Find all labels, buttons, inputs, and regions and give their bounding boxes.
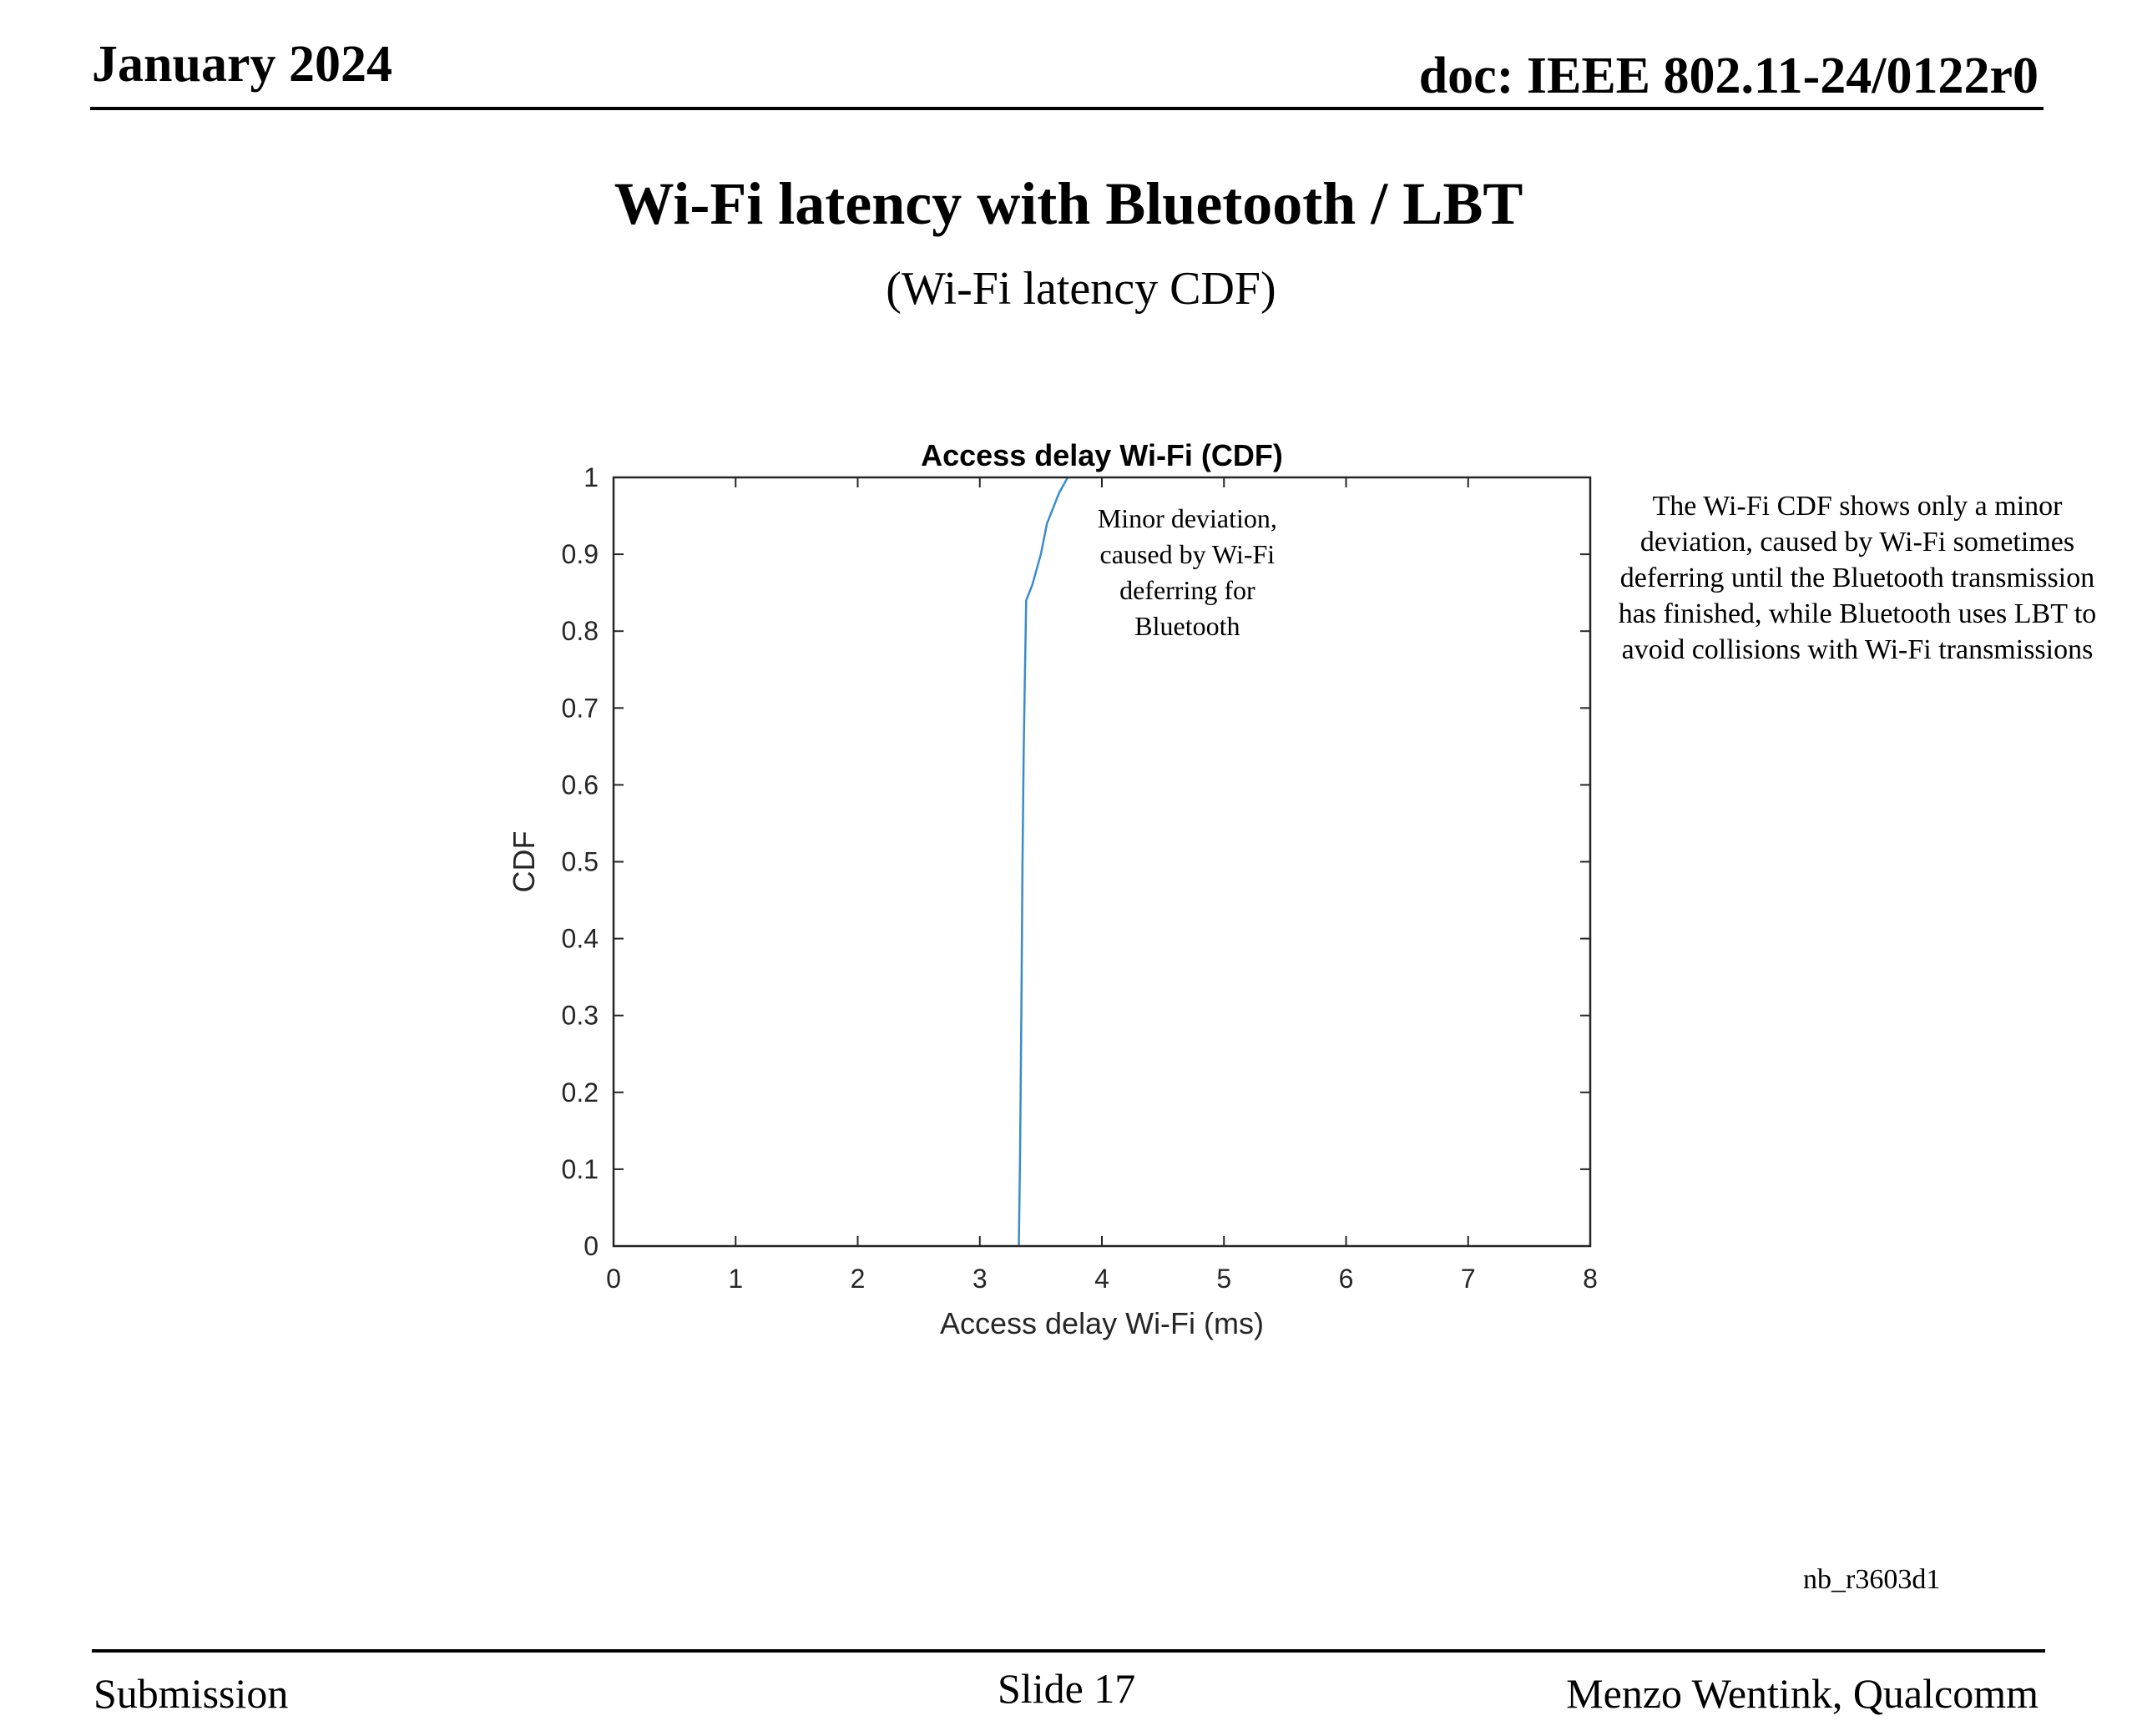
y-tick-label: 0.4 — [561, 923, 599, 954]
footer-submission: Submission — [93, 1670, 289, 1717]
chart-annotation — [1098, 503, 1277, 641]
y-tick-label: 0.2 — [561, 1077, 599, 1108]
y-axis-label: CDF — [507, 830, 541, 893]
y-tick-label: 0.3 — [561, 1000, 599, 1031]
x-tick-label: 3 — [972, 1264, 988, 1294]
x-axis-label: Access delay Wi-Fi (ms) — [939, 1306, 1265, 1340]
y-tick-label: 0.9 — [561, 539, 599, 570]
annotation-line: Minor deviation, — [1097, 502, 1277, 533]
y-tick-label: 0.8 — [561, 616, 599, 647]
header-doc-id: doc: IEEE 802.11-24/0122r0 — [1418, 48, 2038, 104]
x-tick-label: 5 — [1216, 1264, 1232, 1294]
annotation-line: deferring for — [1119, 574, 1255, 605]
slide-subtitle: (Wi-Fi latency CDF) — [886, 263, 1276, 315]
series-line-wifi — [1019, 477, 1068, 1246]
code-label: nb_r3603d1 — [1803, 1564, 1941, 1595]
y-tick-label: 0.6 — [561, 770, 599, 800]
footer-rule — [92, 1649, 2045, 1653]
chart-title: Access delay Wi-Fi (CDF) — [921, 438, 1283, 472]
slide-title: Wi-Fi latency with Bluetooth / LBT — [614, 170, 1523, 237]
x-tick-label: 2 — [850, 1264, 866, 1294]
chart-ticks — [562, 462, 1598, 1294]
annotation-line: caused by Wi-Fi — [1099, 538, 1276, 569]
annotation-line: Bluetooth — [1134, 610, 1240, 641]
x-tick-label: 4 — [1094, 1264, 1109, 1294]
y-tick-label: 0 — [584, 1231, 599, 1261]
x-tick-label: 0 — [606, 1264, 621, 1294]
plot-frame — [614, 477, 1590, 1246]
footer-slide-number: Slide 17 — [998, 1665, 1136, 1712]
x-tick-label: 1 — [728, 1264, 744, 1294]
side-note: The Wi-Fi CDF shows only a minor deviation, caused by Wi-Fi sometimes deferring until the Bluetooth transmission has finished, while Bluetooth uses LBT to avoid collisions with Wi-Fi transmissions — [1618, 491, 2097, 665]
y-tick-label: 0.7 — [561, 693, 599, 724]
x-tick-label: 7 — [1460, 1264, 1476, 1294]
x-tick-label: 8 — [1583, 1264, 1598, 1294]
x-tick-label: 6 — [1338, 1264, 1354, 1294]
y-tick-label: 1 — [584, 462, 599, 492]
y-tick-label: 0.1 — [561, 1153, 599, 1184]
footer-author: Menzo Wentink, Qualcomm — [1566, 1670, 2038, 1717]
y-tick-label: 0.5 — [561, 846, 599, 877]
header-date: January 2024 — [92, 36, 392, 93]
